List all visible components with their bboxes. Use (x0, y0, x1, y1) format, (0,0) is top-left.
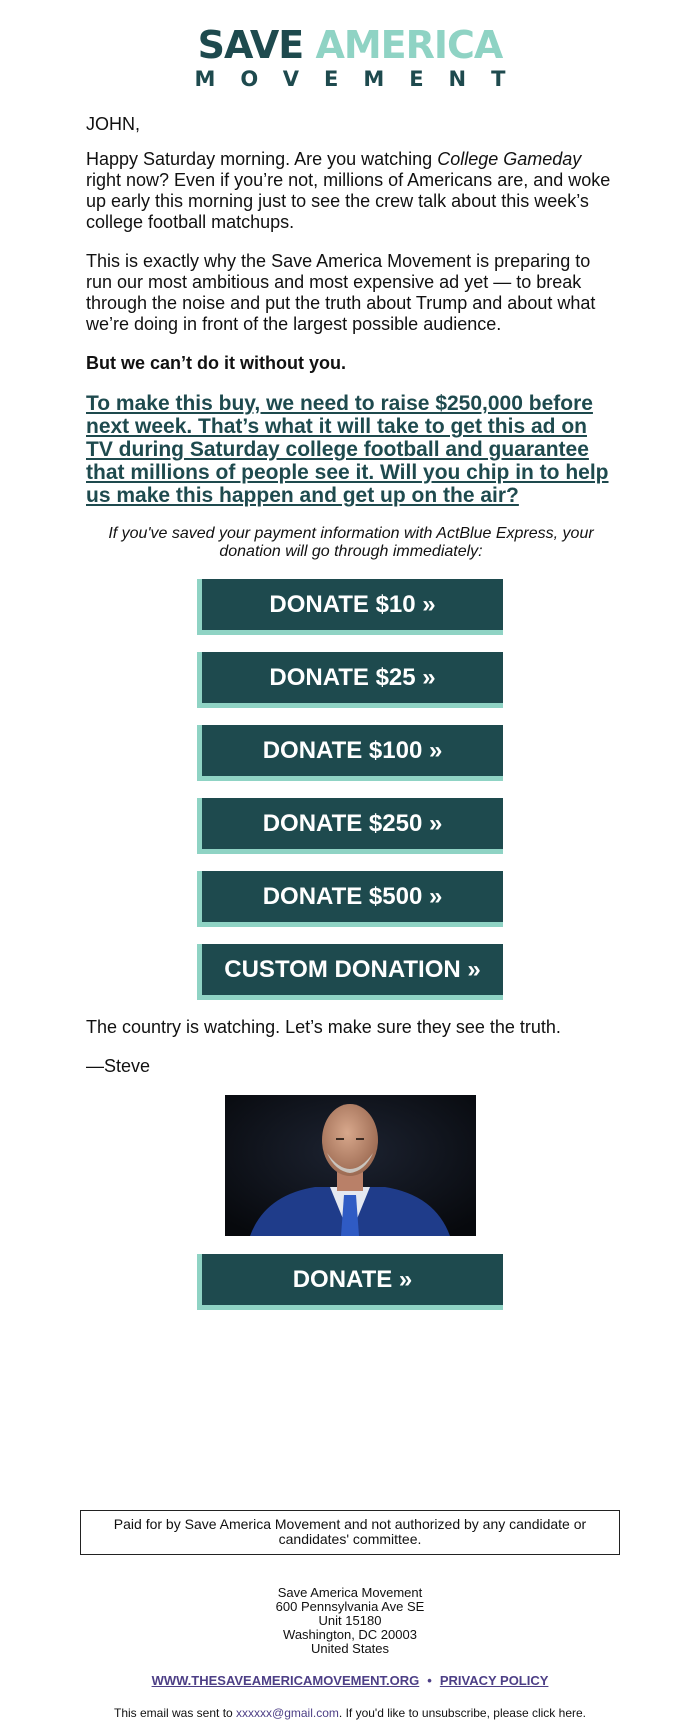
button-label: DONATE $100 » (202, 725, 503, 776)
custom-donation-button[interactable] (197, 944, 503, 1000)
address-line: 600 Pennsylvania Ave SE (275, 1599, 425, 1614)
intro-text-a: Happy Saturday morning. Are you watching (86, 149, 438, 169)
donate-25-button[interactable] (197, 652, 503, 708)
button-label: CUSTOM DONATION » (202, 944, 503, 995)
closing-line: The country is watching. Let’s make sure they see the truth. (86, 1017, 561, 1037)
email-body (86, 114, 616, 1327)
button-label: DONATE $500 » (202, 871, 503, 922)
logo-word-movement: MOVEMENT (194, 67, 531, 91)
donate-250-button[interactable] (197, 798, 503, 854)
donate-100-button[interactable] (197, 725, 503, 781)
paragraph-intro (86, 149, 616, 233)
footer-links (0, 1673, 700, 1688)
button-label: DONATE $10 » (202, 579, 503, 630)
signature: —Steve (86, 1056, 151, 1076)
unsubscribe-notice (0, 1706, 700, 1720)
address-line: United States (310, 1641, 390, 1656)
donate-button[interactable] (197, 1254, 503, 1310)
donate-500-button[interactable] (197, 871, 503, 927)
actblue-note: If you've saved your payment information with ActBlue Express, your donation will go through immediately: (108, 525, 594, 560)
mailing-address (0, 1586, 700, 1656)
logo-word-america: AMERICA (315, 23, 503, 67)
paragraph-ad-plan: This is exactly why the Save America Movement is preparing to run our most ambitious and most expensive ad yet — to break through the noise and put the truth about Trump and about what we’re doing in front of the largest possible audience. (86, 251, 596, 334)
intro-text-b: right now? Even if you’re not, millions of Americans are, and woke up early this morning just to see the crew talk about this week’s college football matchups. (86, 170, 611, 232)
logo (0, 24, 700, 92)
show-title: College Gameday (437, 149, 582, 169)
paragraph-need-you: But we can’t do it without you. (86, 353, 346, 373)
website-link[interactable]: WWW.THESAVEAMERICAMOVEMENT.ORG (151, 1673, 420, 1688)
unsub-prefix: This email was sent to (113, 1706, 237, 1720)
unsubscribe-link[interactable]: . If you'd like to unsubscribe, please click here. (338, 1706, 586, 1720)
button-label: DONATE $25 » (202, 652, 503, 703)
headline-donate-link[interactable]: To make this buy, we need to raise $250,000 before next week. That’s what it will take to get this ad on TV during Saturday college football and guarantee that millions of people see it. Will you chip in to help us make this happen and get up on the air? (86, 392, 609, 507)
button-label: DONATE » (202, 1254, 503, 1305)
button-label: DONATE $250 » (202, 798, 503, 849)
address-line: Washington, DC 20003 (283, 1627, 417, 1642)
address-line: Save America Movement (277, 1585, 423, 1600)
logo-word-save: SAVE (197, 23, 304, 67)
link-separator: • (427, 1673, 432, 1688)
address-line: Unit 15180 (318, 1613, 382, 1628)
donate-10-button[interactable] (197, 579, 503, 635)
privacy-policy-link[interactable]: PRIVACY POLICY (439, 1673, 549, 1688)
recipient-email-link[interactable]: xxxxxx@gmail.com (236, 1706, 339, 1720)
paid-for-disclaimer: Paid for by Save America Movement and not authorized by any candidate or candidates' committee. (80, 1510, 620, 1555)
salutation: JOHN, (86, 114, 140, 134)
steve-portrait-photo (225, 1095, 476, 1236)
